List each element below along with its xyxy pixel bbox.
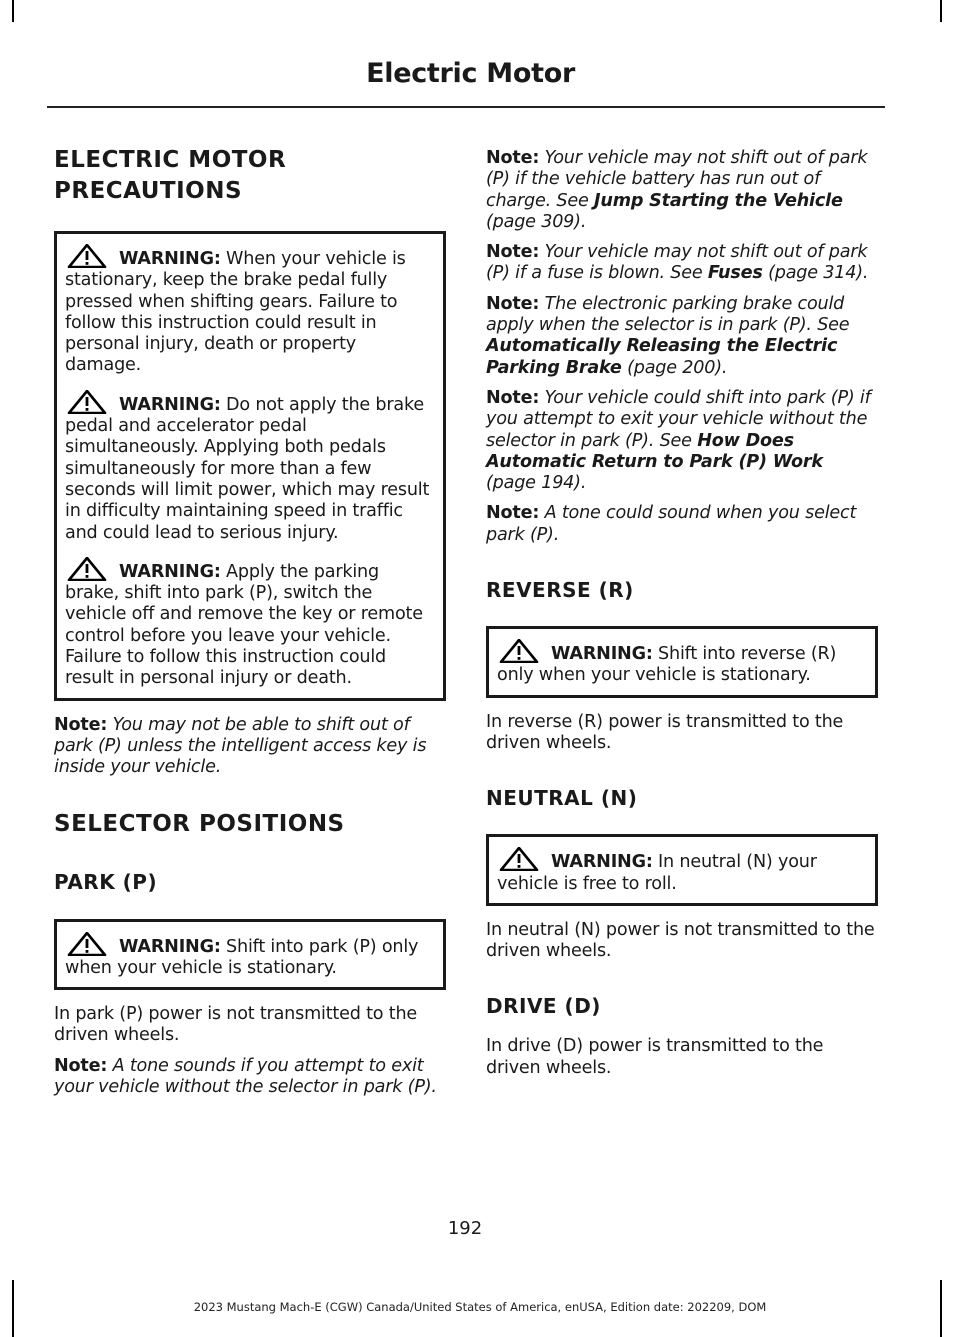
warning-label: WARNING: (551, 852, 653, 873)
warning-triangle-icon (67, 932, 115, 956)
warning-label: WARNING: (119, 249, 221, 269)
note-text: A tone could sound when you select park (P). (486, 503, 857, 545)
note-fuse (486, 242, 878, 285)
note-label: Note: (486, 387, 540, 408)
warning-text: In neutral (N) your vehicle is free to roll. (497, 852, 817, 894)
crop-mark-top-left (12, 0, 14, 22)
heading-precautions: PRECAUTIONS (54, 178, 243, 204)
cross-reference-link[interactable]: How Does Automatic Return to Park (P) Work (486, 430, 823, 472)
note-label: Note: (486, 148, 540, 168)
note-text: Your vehicle may not shift out of park (P) if the vehicle battery has run out of charge. See (486, 148, 868, 211)
neutral-warning-box (486, 834, 878, 906)
note-battery (486, 148, 878, 233)
warning-triangle-icon (67, 557, 115, 581)
heading-neutral: NEUTRAL (N) (486, 786, 638, 811)
warning-paragraph (497, 639, 869, 687)
cross-reference-link[interactable]: Fuses (707, 263, 763, 284)
heading-drive: DRIVE (D) (486, 994, 601, 1019)
note-tone-exit (54, 1056, 446, 1099)
warning-paragraph (65, 390, 437, 544)
cross-reference-link[interactable]: Jump Starting the Vehicle (594, 190, 843, 211)
reverse-warning-box (486, 626, 878, 698)
note-parking-brake (486, 294, 878, 379)
heading-park: PARK (P) (54, 869, 158, 894)
warning-triangle-icon (67, 390, 115, 414)
note-page-ref: (page 309). (486, 211, 587, 232)
warning-label: WARNING: (119, 561, 221, 582)
park-warning-box (54, 919, 446, 991)
edition-footer: 2023 Mustang Mach-E (CGW) Canada/United States of America, enUSA, Edition date: 202209, DOM (193, 1300, 767, 1314)
section-title: Electric Motor (366, 58, 575, 89)
warning-label: WARNING: (119, 936, 221, 957)
warning-text: Shift into reverse (R) only when your vehicle is stationary. (497, 644, 837, 686)
warning-text: Apply the parking brake, shift into park (P), switch the vehicle off and remove the key or remote control before you leave your vehicle. Failure to follow this instruction could result in personal injury or death. (65, 561, 423, 689)
note-tone-select (486, 503, 878, 546)
note-auto-return (486, 388, 878, 494)
neutral-body: In neutral (N) power is not transmitted to the driven wheels. (486, 919, 875, 962)
warning-label: WARNING: (119, 394, 221, 415)
warning-label: WARNING: (551, 644, 653, 665)
note-label: Note: (486, 293, 540, 314)
heading-reverse: REVERSE (R) (486, 578, 634, 603)
note-intelligent-access (54, 715, 446, 779)
note-label: Note: (54, 714, 108, 735)
park-body: In park (P) power is not transmitted to the driven wheels. (54, 1004, 418, 1046)
note-text: Your vehicle may not shift out of park (P) if a fuse is blown. See (486, 242, 868, 284)
reverse-body: In reverse (R) power is transmitted to the driven wheels. (486, 711, 844, 753)
note-label: Note: (486, 503, 540, 524)
note-text: The electronic parking brake could apply when the selector is in park (P). See (486, 293, 850, 336)
warning-text: Shift into park (P) only when your vehicle is stationary. (65, 936, 419, 978)
note-text: A tone sounds if you attempt to exit your vehicle without the selector in park (P). (54, 1055, 437, 1098)
heading-electric-motor: ELECTRIC MOTOR (54, 147, 287, 173)
warning-text: When your vehicle is stationary, keep the brake pedal fully pressed when shifting gears. Failure to follow this instruction could result in personal injury, death or property damage. (65, 249, 406, 376)
note-label: Note: (486, 242, 540, 263)
warning-text: Do not apply the brake pedal and accelerator pedal simultaneously. Applying both pedals simultaneously for more than a few seconds will limit power, which may result in difficulty maintaining speed in traffic and could lead to serious injury. (65, 394, 430, 543)
note-text: Your vehicle could shift into park (P) if you attempt to exit your vehicle without the selector in park (P). See (486, 387, 871, 451)
warning-paragraph (497, 847, 869, 895)
note-page-ref: (page 194). (486, 473, 587, 494)
page-number: 192 (447, 1218, 483, 1239)
note-page-ref: (page 200). (621, 357, 728, 378)
warning-paragraph (65, 557, 437, 690)
crop-mark-top-right (940, 0, 942, 22)
heading-selector-positions: SELECTOR POSITIONS (54, 810, 345, 837)
left-column (54, 145, 446, 1098)
note-page-ref: (page 314). (762, 263, 869, 284)
warning-triangle-icon (67, 244, 115, 268)
header-divider (47, 106, 885, 108)
drive-body: In drive (D) power is transmitted to the driven wheels. (486, 1036, 824, 1078)
right-column (486, 148, 878, 1079)
cross-reference-link[interactable]: Automatically Releasing the Electric Parking Brake (486, 336, 838, 378)
warning-triangle-icon (499, 639, 547, 663)
warning-paragraph (65, 244, 437, 377)
warning-paragraph (65, 932, 437, 980)
warning-triangle-icon (499, 847, 547, 871)
note-text: You may not be able to shift out of park (P) unless the intelligent access key is inside your vehicle. (54, 714, 427, 778)
note-label: Note: (54, 1055, 108, 1076)
precautions-warning-box (54, 231, 446, 701)
